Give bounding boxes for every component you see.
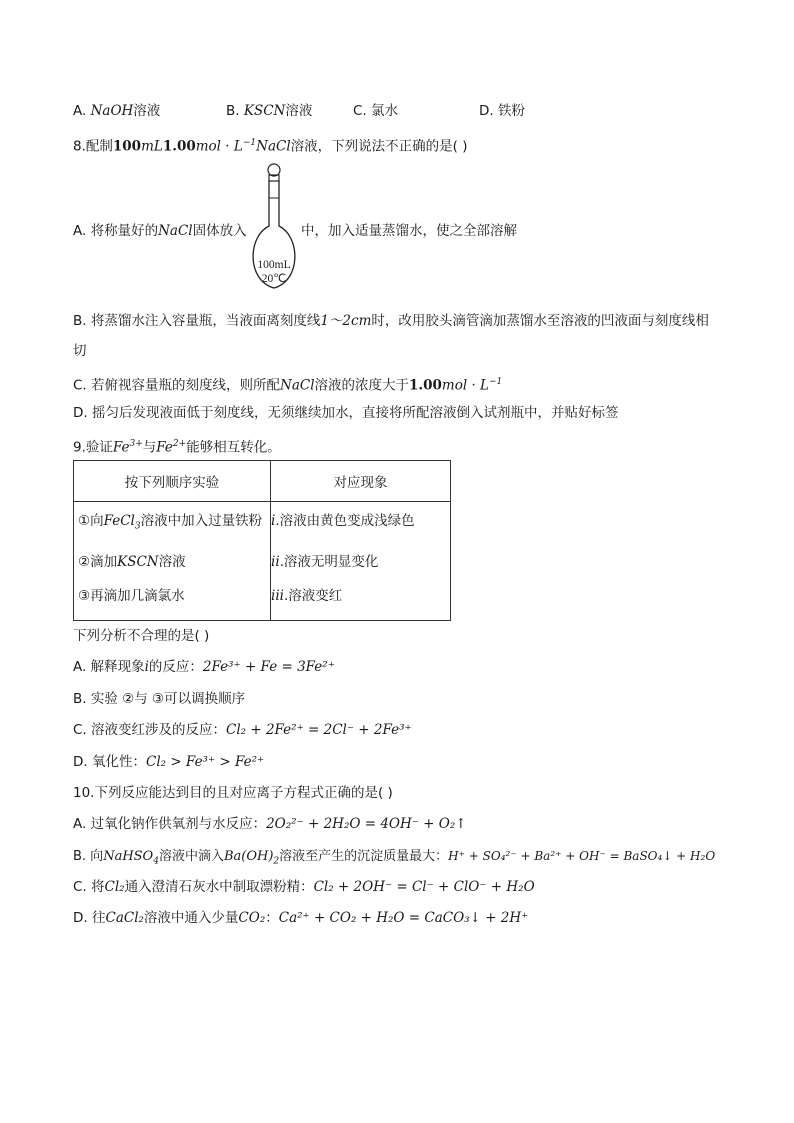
q8-option-d: D. 摇匀后发现液面低于刻度线，无须继续加水，直接将所配溶液倒入试剂瓶中，并贴好标签 <box>73 405 619 421</box>
table-header-phenomenon: 对应现象 <box>271 461 451 502</box>
q10-option-d: D. 往CaCl₂溶液中通入少量CO₂：Ca²⁺ + CO₂ + H₂O = CaCO₃↓ + 2H⁺ <box>73 910 529 926</box>
q7-option-c: C. 氯水 <box>353 103 399 119</box>
table-row <box>74 580 451 621</box>
flask-volume-label: 100mL <box>257 259 291 271</box>
q8-option-b: B. 将蒸馏水注入容量瓶，当液面离刻度线1～2cm时，改用胶头滴管滴加蒸馏水至溶液的凹液面与刻度线相 <box>73 313 709 329</box>
q10-option-a: A. 过氧化钠作供氧剂与水反应：2O₂²⁻ + 2H₂O = 4OH⁻ + O₂↑ <box>73 816 467 832</box>
q10-option-b: B. 向NaHSO$_4$溶液中滴入$Ba(OH)_2$溶液至产生的沉淀质量最大：H⁺ + SO₄²⁻ + Ba²⁺ + OH⁻ = BaSO₄↓ + H₂O <box>73 849 716 867</box>
table-cell: ii.溶液无明显变化 <box>271 544 451 580</box>
table-cell: i.溶液由黄色变成浅绿色 <box>271 502 451 545</box>
flask-temperature-label: 20℃ <box>261 273 287 285</box>
table-cell: iii.溶液变红 <box>271 580 451 621</box>
q9-option-c: C. 溶液变红涉及的反应：Cl₂ + 2Fe²⁺ = 2Cl⁻ + 2Fe³⁺ <box>73 722 412 738</box>
q8-option-a-left: A. 将称量好的NaCl固体放入 <box>73 223 247 239</box>
table-cell: ①向FeCl$_3$溶液中加入过量铁粉 <box>74 502 271 545</box>
q8-option-a-right: 中，加入适量蒸馏水，使之全部溶解 <box>301 223 517 239</box>
volumetric-flask-image <box>240 160 300 295</box>
q10-option-c: C. 将Cl₂通入澄清石灰水中制取漂粉精：Cl₂ + 2OH⁻ = Cl⁻ + ClO⁻ + H₂O <box>73 879 535 895</box>
q7-option-a: A. NaOH溶液 <box>73 103 161 119</box>
q7-option-d: D. 铁粉 <box>479 103 525 119</box>
table-row <box>74 502 451 545</box>
q10-stem: 10.下列反应能达到目的且对应离子方程式正确的是( ) <box>73 785 393 801</box>
q9-stem: 9.验证$Fe^{3+}$与$Fe^{2+}$能够相互转化。 <box>73 439 281 456</box>
table-header-procedure: 按下列顺序实验 <box>74 461 271 502</box>
q7-option-b: B. KSCN溶液 <box>226 103 313 119</box>
q8-stem: 8.配制$100mL1.00mol \cdot L^{-1}NaCl$溶液，下列说法不正确的是( ) <box>73 138 468 155</box>
q8-option-b-cont: 切 <box>73 343 87 359</box>
table-row <box>74 544 451 580</box>
q9-option-d: D. 氧化性：Cl₂ > Fe³⁺ > Fe²⁺ <box>73 754 265 770</box>
table-cell: ②滴加KSCN溶液 <box>74 544 271 580</box>
q8-option-c: C. 若俯视容量瓶的刻度线，则所配NaCl溶液的浓度大于$1.00mol \cdot L^{-1}$ <box>73 377 503 394</box>
q9-option-b: B. 实验 ②与 ③可以调换顺序 <box>73 691 246 707</box>
table-cell: ③再滴加几滴氯水 <box>74 580 271 621</box>
q9-experiment-table <box>73 460 451 621</box>
q9-subquestion: 下列分析不合理的是( ) <box>73 628 210 644</box>
table-header-row <box>74 461 451 502</box>
q9-option-a: A. 解释现象i的反应：2Fe³⁺ + Fe = 3Fe²⁺ <box>73 659 335 675</box>
